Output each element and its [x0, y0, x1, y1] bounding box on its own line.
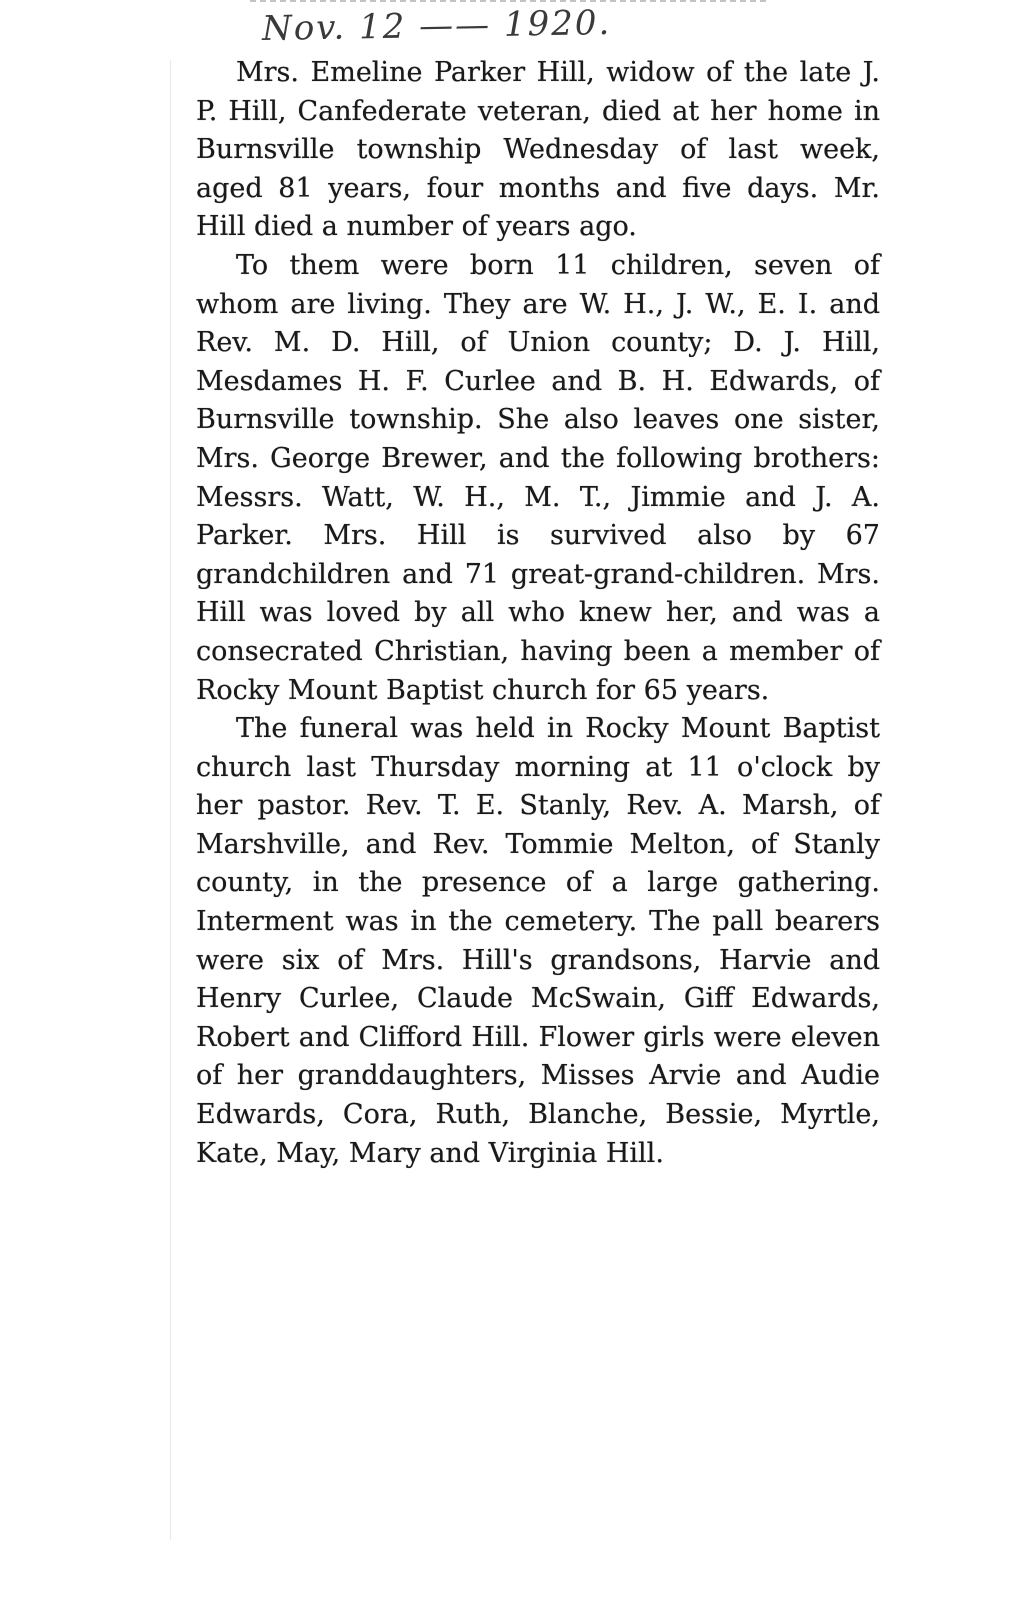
obituary-article [196, 54, 880, 1173]
column-edge [170, 60, 171, 1540]
paragraph-survivors: To them were born 11 children, seven of whom are living. They are W. H., J. W., E. I. and Rev. M. D. Hill, of Union county; D. J. Hill, Mesdames H. F. Curlee and B. H. Edwards, of Burnsville township. She also leaves one sister, Mrs. George Brewer, and the following brothers: Messrs. Watt, W. H., M. T., Jimmie and J. A. Parker. Mrs. Hill is survived also by 67 grandchildren and 71 great-grand-children. Mrs. Hill was loved by all who knew her, and was a consecrated Christian, having been a member of Rocky Mount Baptist church for 65 years. [196, 249, 880, 706]
handwritten-date: Nov. 12 —— 1920. [261, 2, 612, 50]
paragraph-death-notice: Mrs. Emeline Parker Hill, widow of the late J. P. Hill, Canfederate veteran, died at her home in Burnsville township Wednesday of last week, aged 81 years, four months and five days. Mr. Hill died a number of years ago. [196, 57, 880, 243]
paragraph-funeral: The funeral was held in Rocky Mount Baptist church last Thursday morning at 11 o'clock by her pastor. Rev. T. E. Stanly, Rev. A. Marsh, of Marshville, and Rev. Tommie Melton, of Stanly county, in the presence of a large gathering. Interment was in the cemetery. The pall bearers were six of Mrs. Hill's grandsons, Harvie and Henry Curlee, Claude McSwain, Giff Edwards, Robert and Clifford Hill. Flower girls were eleven of her granddaughters, Misses Arvie and Audie Edwards, Cora, Ruth, Blanche, Bessie, Myrtle, Kate, May, Mary and Virginia Hill. [196, 713, 880, 1169]
cropped-masthead [250, 0, 770, 2]
